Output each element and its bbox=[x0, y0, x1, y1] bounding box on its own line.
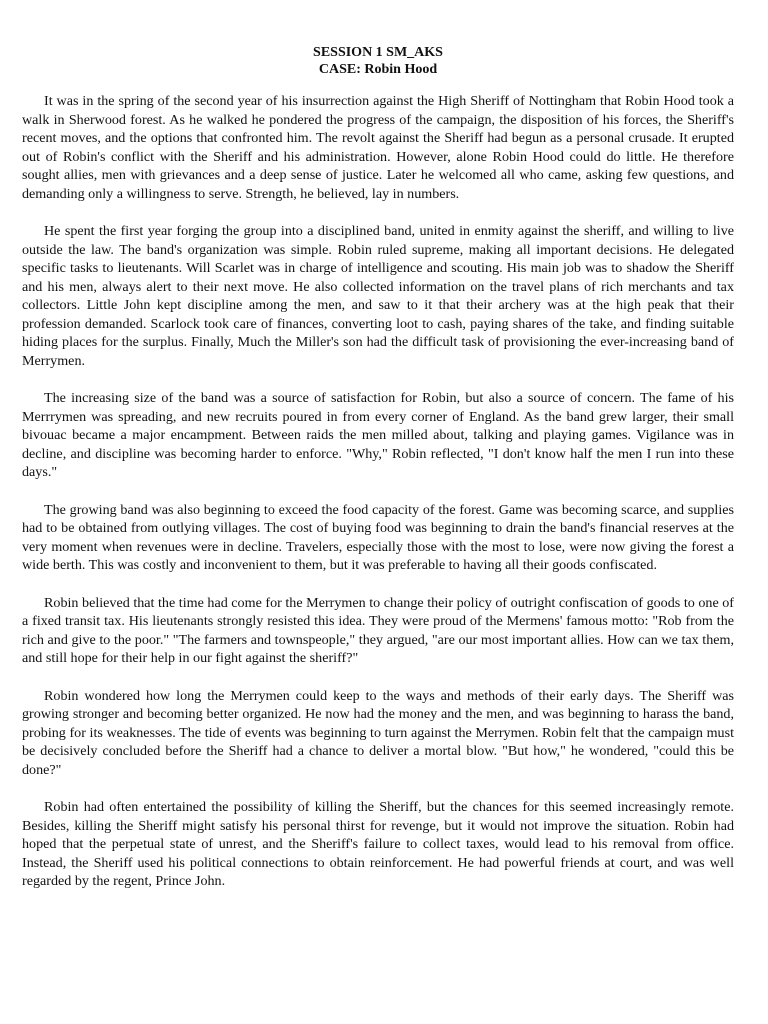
paragraph-1: It was in the spring of the second year of his insurrection against the High Sheriff of Nottingham that Robin Hood took a walk in Sherwood forest. As he walked he pondered the progress of the campaign, the disposition of his forces, the Sheriff's recent moves, and the options that confronted him. The revolt against the Sheriff had begun as a personal crusade. It erupted out of Robin's conflict with the Sheriff and his administration. However, alone Robin Hood could do little. He therefore sought allies, men with grievances and a deep sense of justice. Later he welcomed all who came, asking few questions, and demanding only a willingness to serve. Strength, he believed, lay in numbers. bbox=[22, 93, 734, 202]
paragraph-6: Robin wondered how long the Merrymen could keep to the ways and methods of their early days. The Sheriff was growing stronger and becoming better organized. He now had the money and the men, and was beginning to harass the band, probing for its weaknesses. The tide of events was beginning to turn against the Merrymen. Robin felt that the campaign must be decisively concluded before the Sheriff had a chance to deliver a mortal blow. "But how," he wondered, "could this be done?" bbox=[22, 687, 734, 778]
case-title: CASE: Robin Hood bbox=[318, 62, 438, 77]
paragraph-3: The increasing size of the band was a source of satisfaction for Robin, but also a source of concern. The fame of his Merrrymen was spreading, and new recruits poured in from every corner of England. As the band grew larger, their small bivouac became a major encampment. Between raids the men milled about, talking and playing games. Vigilance was in decline, and discipline was becoming harder to enforce. "Why," Robin reflected, "I don't know half the men I run into these days." bbox=[22, 390, 734, 480]
paragraph-5: Robin believed that the time had come for the Merrymen to change their policy of outright confiscation of goods to one of a fixed transit tax. His lieutenants strongly resisted this idea. They were proud of the Mermens' famous motto: "Rob from the rich and give to the poor." "The farmers and townspeople," they argued, "are our most important allies. How can we tax them, and still hope for their help in our fight against the sheriff?" bbox=[22, 594, 734, 666]
document-header bbox=[22, 44, 734, 78]
paragraph-2: He spent the first year forging the group into a disciplined band, united in enmity against the sheriff, and willing to live outside the law. The band's organization was simple. Robin ruled supreme, making all important decisions. He delegated specific tasks to lieutenants. Will Scarlet was in charge of intelligence and scouting. His main job was to shadow the Sheriff and his men, always alert to their next move. He also collected information on the travel plans of rich merchants and tax collectors. Little John kept discipline among the men, and saw to it that their archery was at the high peak that their profession demanded. Scarlock took care of finances, converting loot to cash, paying shares of the take, and finding suitable hiding places for the surplus. Finally, Much the Miller's son had the difficult task of provisioning the ever-increasing band of Merrymen. bbox=[22, 223, 734, 369]
session-title: SESSION 1 SM_AKS bbox=[313, 45, 443, 60]
paragraph-4: The growing band was also beginning to exceed the food capacity of the forest. Game was becoming scarce, and supplies had to be obtained from outlying villages. The cost of buying food was beginning to drain the band's financial reserves at the very moment when revenues were in decline. Travelers, especially those with the most to lose, were now giving the forest a wide berth. This was costly and inconvenient to them, but it was preferable to having all their goods confiscated. bbox=[22, 501, 734, 573]
paragraph-7: Robin had often entertained the possibility of killing the Sheriff, but the chances for this seemed increasingly remote. Besides, killing the Sheriff might satisfy his personal thirst for revenge, but it would not improve the situation. Robin had hoped that the perpetual state of unrest, and the Sheriff's failure to collect taxes, would lead to his removal from office. Instead, the Sheriff used his political connections to obtain reinforcement. He had powerful friends at court, and was well regarded by the regent, Prince John. bbox=[22, 799, 734, 889]
